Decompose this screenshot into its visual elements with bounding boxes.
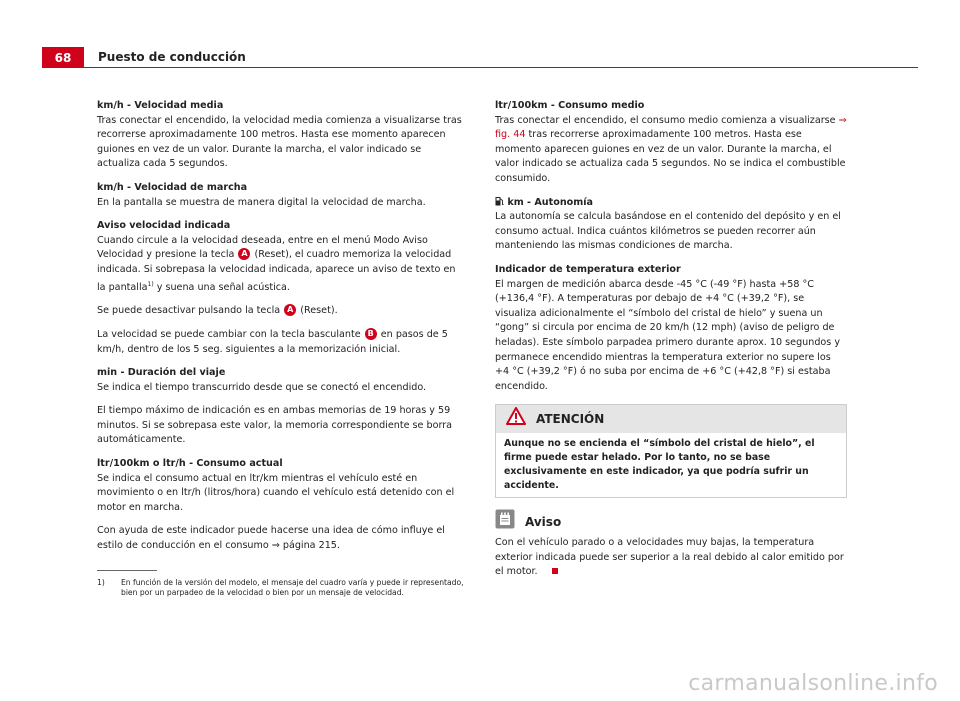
note-text: Con el vehículo parado o a velocidades muy bajas, la temperatura exterior indicada puede ser superior a la real debido al calor emitido por el motor. xyxy=(495,537,844,578)
paragraph xyxy=(495,114,847,187)
text: en pasos de 5 km/h, dentro de los 5 seg. siguientes a la memorización inicial. xyxy=(97,328,448,355)
page-number: 68 xyxy=(42,47,84,68)
text: tras recorrerse aproximadamente 100 metros. Hasta ese momento aparecen guiones en vez de un valor. Durante la marcha, el valor indicado se actualiza cada 5 segundos. No se indica el combustible consumido. xyxy=(495,129,846,184)
heading-text: km - Autonomía xyxy=(507,196,593,208)
section-heading: ltr/100km - Consumo medio xyxy=(495,100,645,111)
warning-header xyxy=(496,405,846,433)
text: (Reset), el cuadro memoriza la velocidad indicada. Si sobrepasa la velocidad indicada, aparece un aviso de texto en la pantalla xyxy=(97,249,456,293)
section-heading: km/h - Velocidad media xyxy=(97,100,224,111)
section-heading: ltr/100km o ltr/h - Consumo actual xyxy=(97,458,283,470)
key-a-badge: A xyxy=(238,248,250,260)
paragraph: Se indica el consumo actual en ltr/km mientras el vehículo esté en movimiento o en ltr/h (litros/hora) cuando el vehículo está detenido con el motor en marcha. xyxy=(97,472,455,513)
figure-link[interactable]: ⇒ fig. 44 xyxy=(495,114,847,141)
key-b-badge: B xyxy=(365,328,377,340)
text: (Reset). xyxy=(300,305,338,317)
paragraph: Tras conectar el encendido, la velocidad media comienza a visualizarse tras recorrerse aproximadamente 100 metros. Hasta ese momento aparecen guiones en vez de un valor. Durante la marcha, el valor indicado se actualiza cada 5 segundos. xyxy=(97,114,462,170)
note-header xyxy=(495,512,847,532)
text: y suena una señal acústica. xyxy=(156,281,290,293)
text: Se puede desactivar pulsando la tecla xyxy=(97,305,281,317)
section-heading: Indicador de temperatura exterior xyxy=(495,263,681,275)
left-column xyxy=(97,99,462,554)
text: Tras conectar el encendido, el consumo medio comienza a visualizarse xyxy=(495,114,836,126)
paragraph: El margen de medición abarca desde -45 °C (-49 °F) hasta +58 °C (+136,4 °F). A temperaturas por debajo de +4 °C (+39,2 °F), se visualiza adicionalmente el “símbolo del cristal de hielo” y suena un “gong” si circula por encima de 20 km/h (12 mph) (aviso de peligro de heladas). Este símbolo parpadea primero durante aprox. 10 segundos y permanece encendido mientras la temperatura exterior no supere los +4 °C (+39,2 °F) ó no suba por encima de +6 °C (+42,8 °F) si estaba encendido. xyxy=(495,278,840,392)
paragraph: La autonomía se calcula basándose en el contenido del depósito y en el consumo actual. Indica cuántos kilómetros se pueden recorrer aún manteniendo las mismas condiciones de marcha. xyxy=(495,211,841,252)
footnote xyxy=(97,578,467,598)
paragraph xyxy=(97,328,462,357)
text: Cuando circule a la velocidad deseada, entre en el menú Modo Aviso Velocidad y presione la tecla xyxy=(97,234,428,261)
paragraph: Se indica el tiempo transcurrido desde que se conectó el encendido. xyxy=(97,381,427,393)
paragraph: En la pantalla se muestra de manera digital la velocidad de marcha. xyxy=(97,196,426,208)
footnote-ref[interactable]: 1) xyxy=(147,280,154,288)
paragraph: Con ayuda de este indicador puede hacerse una idea de cómo influye el estilo de conducción en el consumo ⇒ página 215. xyxy=(97,525,445,552)
end-of-section-mark xyxy=(552,568,558,574)
paragraph xyxy=(97,234,462,296)
page-title: Puesto de conducción xyxy=(98,50,246,64)
section-heading: Aviso velocidad indicada xyxy=(97,220,231,232)
section-heading: km/h - Velocidad de marcha xyxy=(97,181,248,193)
warning-title: ATENCIÓN xyxy=(536,411,605,426)
paragraph: El tiempo máximo de indicación es en ambas memorias de 19 horas y 59 minutos. Si se sobrepasa este valor, la memoria correspondiente se borra automáticamente. xyxy=(97,405,453,446)
note-icon xyxy=(495,509,515,535)
text: La velocidad se puede cambiar con la tecla basculante xyxy=(97,328,361,340)
paragraph xyxy=(495,536,847,580)
footnote-divider xyxy=(97,570,157,571)
right-column xyxy=(495,99,847,580)
footnote-text: En función de la versión del modelo, el mensaje del cuadro varía y puede ir representado, bien por un parpadeo de la velocidad o bien por un mensaje de velocidad. xyxy=(121,578,464,597)
fuel-pump-icon xyxy=(495,197,507,208)
header-divider xyxy=(42,67,918,68)
warning-triangle-icon xyxy=(506,407,526,431)
section-heading: min - Duración del viaje xyxy=(97,367,226,379)
paragraph xyxy=(97,304,462,319)
warning-text: Aunque no se encienda el “símbolo del cristal de hielo”, el firme puede estar helado. Por lo tanto, no se base exclusivamente en este indicador, ya que podría sufrir un accidente. xyxy=(504,438,815,492)
section-heading xyxy=(495,196,847,211)
note-title: Aviso xyxy=(525,514,562,529)
watermark: carmanualsonline.info xyxy=(688,671,938,696)
footnote-number: 1) xyxy=(97,578,105,587)
key-a-badge: A xyxy=(284,304,296,316)
warning-box xyxy=(495,404,847,498)
